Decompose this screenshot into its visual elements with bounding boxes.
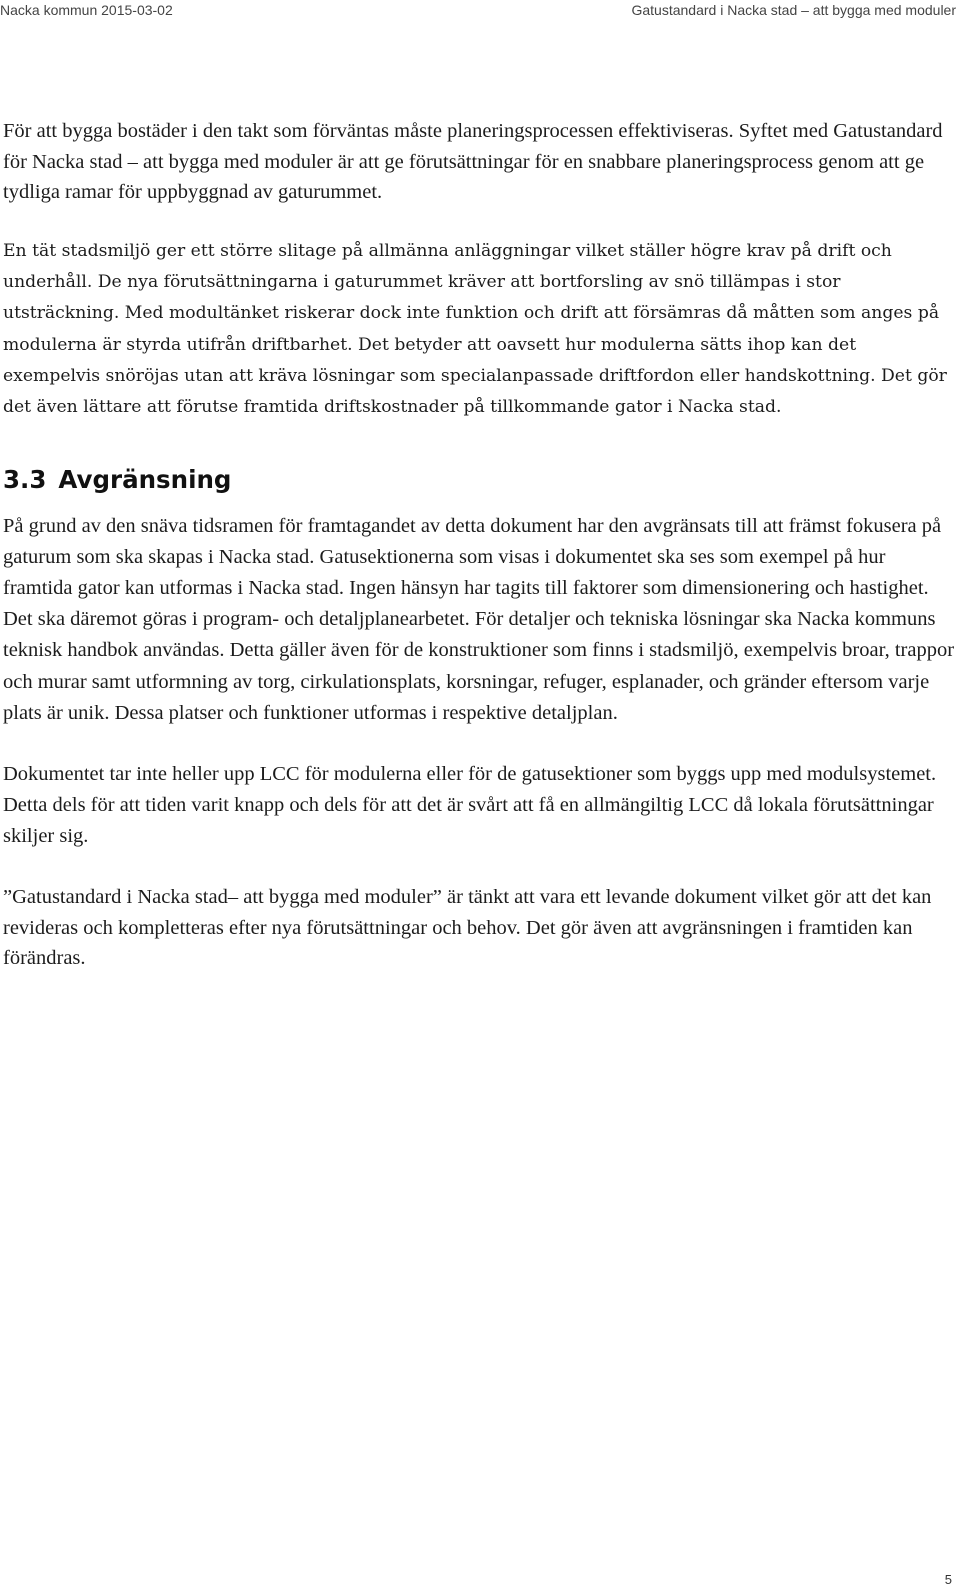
section-title: Avgränsning [58,464,232,494]
page-body [3,116,958,974]
paragraph-intro: För att bygga bostäder i den takt som förväntas måste planeringsprocessen effektiviseras. Syftet med Gatustandard för Nacka stad – att bygga med moduler är att ge förutsättningar för en snabbare planeringsprocess genom att ge tydliga ramar för uppbyggnad av gaturummet. [3,120,943,204]
header-right: Gatustandard i Nacka stad – att bygga med moduler [631,2,956,18]
paragraph-maintenance: En tät stadsmiljö ger ett större slitage på allmänna anläggningar vilket ställer högre krav på drift och underhåll. De nya förutsättningarna i gaturummet kräver att bortforsling av snö tillämpas i stor utsträckning. Med modultänket riskerar dock inte funktion och drift att försämras då måtten som anges på modulerna är styrda utifrån driftbarhet. Det betyder att oavsett hur modulerna sätts ihop kan det exempelvis snöröjas utan att kräva lösningar som specialanpassade driftfordon eller handskottning. Det gör det även lättare att förutse framtida driftskostnader på tillkommande gator i Nacka stad. [3,240,947,418]
header-left: Nacka kommun 2015-03-02 [0,2,173,18]
page-number: 5 [944,1572,952,1587]
paragraph-living-document: ”Gatustandard i Nacka stad– att bygga med moduler” är tänkt att vara ett levande dokument vilket gör att det kan revideras och kompletteras efter nya förutsättningar och behov. Det gör även att avgränsningen i framtiden kan förändras. [3,885,932,970]
section-heading [3,465,958,495]
section-number: 3.3 [3,464,47,494]
paragraph-lcc: Dokumentet tar inte heller upp LCC för modulerna eller för de gatusektioner som byggs upp med modulsystemet. Detta dels för att tiden varit knapp och dels för att det är svårt att få en allmängiltig LCC då lokala förutsättningar skiljer sig. [3,762,937,847]
paragraph-scope: På grund av den snäva tidsramen för framtagandet av detta dokument har den avgränsats till att främst fokusera på gaturum som ska skapas i Nacka stad. Gatusektionerna som visas i dokumentet ska ses som exempel på hur framtida gator kan utformas i Nacka stad. Ingen hänsyn har tagits till faktorer som dimensionering och hastighet. Det ska däremot göras i program- och detaljplanearbetet. För detaljer och tekniska lösningar ska Nacka kommuns teknisk handbok användas. Detta gäller även för de konstruktioner som finns i stadsmiljö, exempelvis broar, trappor och murar samt utformning av torg, cirkulationsplats, korsningar, refuger, esplanader, och gränder eftersom varje plats är unik. Dessa platser och funktioner utformas i respektive detaljplan. [3,514,955,724]
